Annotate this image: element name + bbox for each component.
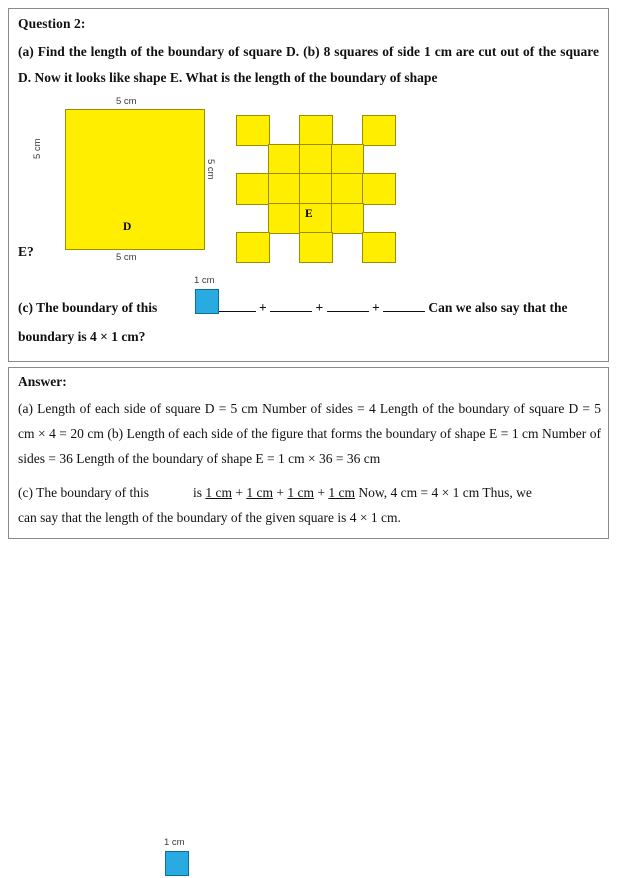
answer-title: Answer:: [18, 374, 67, 389]
answer-part-c: [18, 480, 601, 530]
unit-square-answer-shape: [165, 851, 189, 876]
shape-e-cell: [237, 233, 269, 262]
answer-term-3: 1 cm: [287, 485, 314, 500]
square-d-label: D: [123, 221, 132, 233]
question-part-c-post: Can we also say that the: [428, 300, 568, 315]
answer-term-1: 1 cm: [205, 485, 232, 500]
question-title: Question 2:: [18, 16, 86, 31]
shape-e-cell: [363, 174, 395, 203]
square-d-shape: [65, 109, 205, 250]
figure-shape-e: [237, 116, 395, 262]
answer-body-text: (a) Length of each side of square D = 5 cm Number of sides = 4 Length of the boundary of square D = 5 cm × 4 = 20 cm (b) Length of each side of the figure that forms the boundary of shape E = 1 cm Number of sides = 36 Length of the boundary of shape E = 1 cm × 36 = 36 cm: [18, 401, 601, 466]
shape-e-cell: [363, 233, 395, 262]
answer-box: [8, 367, 609, 848]
square-d-dim-left: 5 cm: [32, 138, 43, 159]
square-d-dim-top: 5 cm: [116, 96, 137, 107]
plus-sign-2: +: [315, 300, 324, 315]
plus-sign-3: +: [371, 300, 380, 315]
shape-e-cell: [300, 145, 332, 174]
square-d-dim-bottom: 5 cm: [116, 252, 137, 263]
answer-blank-4[interactable]: [383, 298, 425, 312]
shape-e-cell: [300, 174, 332, 203]
shape-e-cell: [237, 174, 269, 203]
unit-square-question: [187, 276, 229, 316]
shape-e-cell: [332, 204, 364, 233]
question-body-text: (a) Find the length of the boundary of square D. (b) 8 squares of side 1 cm are cut out of the square D. Now it looks like shape E. What is the length of the boundary of shape: [18, 44, 599, 85]
unit-square-question-label: 1 cm: [194, 275, 215, 286]
shape-e-cell: [363, 116, 395, 145]
question-body-continued: E?: [18, 244, 34, 259]
answer-term-2: 1 cm: [246, 485, 273, 500]
answer-blank-3[interactable]: [327, 298, 369, 312]
answer-plus-3: +: [317, 485, 325, 500]
unit-square-question-shape: [195, 289, 219, 314]
question-part-c: [18, 293, 600, 351]
answer-unit-square-slot: [149, 487, 193, 497]
square-d-dim-right: 5 cm: [205, 159, 216, 180]
unit-square-answer: [157, 838, 199, 878]
plus-sign-1: +: [259, 300, 267, 315]
shape-e-cell: [269, 145, 301, 174]
answer-term-4: 1 cm: [328, 485, 355, 500]
answer-part-c-pre: (c) The boundary of this: [18, 485, 149, 500]
figure-square-d: [32, 96, 227, 263]
shape-e-cell: [332, 174, 364, 203]
shape-e-cell: [300, 233, 332, 262]
question-part-c-line2: boundary is 4 × 1 cm?: [18, 329, 146, 344]
answer-plus-1: +: [235, 485, 243, 500]
answer-part-c-is: is: [192, 485, 202, 500]
shape-e-cell: [269, 204, 301, 233]
question-box: [8, 8, 609, 362]
shape-e-cell: [300, 116, 332, 145]
answer-part-c-post: Now, 4 cm = 4 × 1 cm Thus, we: [358, 485, 532, 500]
shape-e-cell: [332, 145, 364, 174]
answer-blank-2[interactable]: [270, 298, 312, 312]
shape-e-cell: [237, 116, 269, 145]
answer-plus-2: +: [276, 485, 284, 500]
answer-part-c-line2: can say that the length of the boundary of the given square is 4 × 1 cm.: [18, 510, 401, 525]
unit-square-answer-label: 1 cm: [164, 837, 185, 848]
question-part-c-pre: (c) The boundary of this: [18, 300, 158, 315]
shape-e-label: E: [305, 208, 313, 220]
shape-e-cell: [269, 174, 301, 203]
